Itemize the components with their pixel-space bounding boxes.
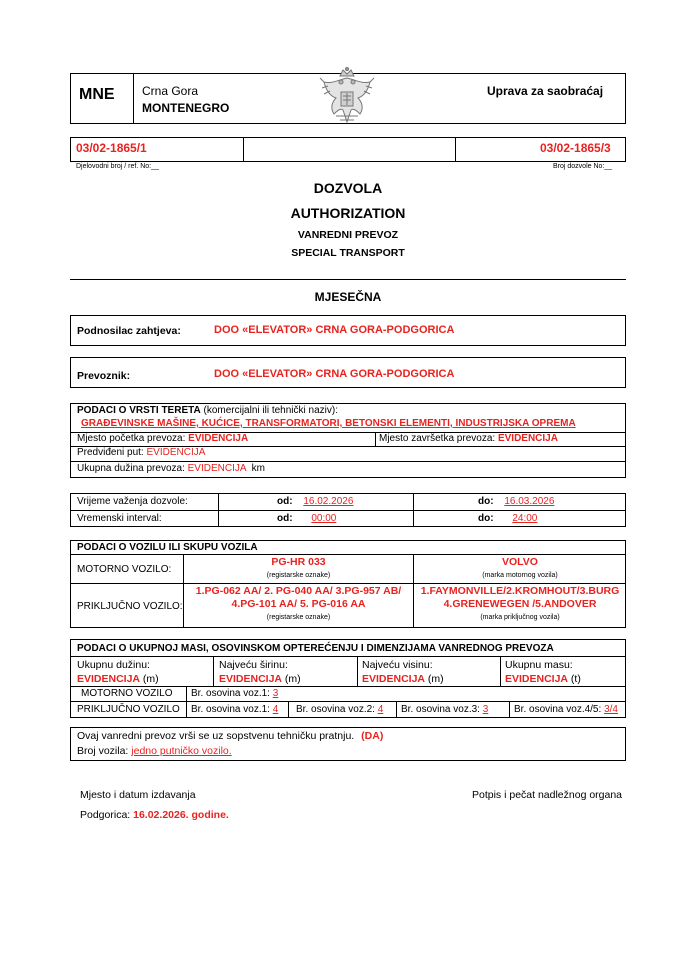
axle-trailer-1 [191,704,278,715]
axle-trailer-45-value: 3/4 [604,704,618,715]
title-special-transport-local: VANREDNI PREVOZ [297,229,399,241]
applicant-value: DOO «ELEVATOR» CRNA GORA-PODGORICA [214,324,455,336]
title-rule [70,279,626,280]
escort-text: Ovaj vanredni prevoz vrši se uz sopstvenu tehničku pratnju. [77,730,355,742]
carrier-label: Prevoznik: [77,370,131,382]
dimensions-rule-3 [70,701,626,702]
trailer-reg-line-1: 1.PG-062 AA/ 2. PG-040 AA/ 3.PG-957 AB/ [195,585,402,597]
motor-vehicle-reg-caption: (registarske oznake) [266,572,331,579]
interval-to [478,513,547,524]
dim-length-unit: (m) [140,673,159,685]
dim-width [219,673,301,685]
motor-vehicle-make: VOLVO [502,556,538,568]
axle-trailer-45-label: Br. osovina voz.4/5: [514,704,602,715]
axle-motor-label: MOTORNO VOZILO [81,688,173,699]
valid-to [478,496,558,507]
end-place-label: Mjesto završetka prevoza: [379,433,496,444]
axle-trailer-3 [401,704,488,715]
axle-trailer-2 [296,704,383,715]
end-place [379,433,558,444]
valid-to-value: 16.03.2026 [504,496,555,507]
validity-label: Vrijeme važenja dozvole: [77,496,188,507]
dim-width-unit: (m) [282,673,301,685]
validity-divider-1 [218,493,219,527]
total-length-unit: km [251,463,265,474]
start-place-value: EVIDENCIJA [188,433,249,444]
escort-line [77,730,383,742]
authority-name: Uprava za saobraćaj [487,84,604,98]
dim-mass-unit: (t) [568,673,581,685]
ref-divider-1 [243,137,244,162]
dimensions-col-2 [357,656,358,686]
title-authorization: AUTHORIZATION [290,205,406,221]
reference-caption: Djelovodni broj / ref. No:__ [76,163,159,170]
dim-width-label: Najveću širinu: [219,659,288,671]
dim-height [362,673,444,685]
valid-to-label: do: [478,496,494,507]
dim-length-label: Ukupnu dužinu: [77,659,150,671]
axle-col-2 [288,701,289,718]
total-length [77,463,265,474]
dim-height-label: Najveću visinu: [362,659,433,671]
vehicle-heading: PODACI O VOZILU ILI SKUPU VOZILA [77,542,258,553]
axle-trailer-45 [514,704,618,715]
trailer-reg-line-2: 4.PG-101 AA/ 5. PG-016 AA [231,598,366,610]
dim-width-value: EVIDENCIJA [219,673,283,685]
signature-label: Potpis i pečat nadležnog organa [472,789,623,801]
vehicle-rule-2 [70,583,626,584]
valid-from-value: 16.02.2026 [303,496,354,507]
trailer-make-line-2: 4.GRENEWEGEN /5.ANDOVER [443,598,597,610]
total-length-value: EVIDENCIJA [187,463,246,474]
validity-row-rule [70,510,626,511]
place-date-label: Mjesto i datum izdavanja [80,789,196,801]
cargo-heading [77,405,338,416]
escort-value: (DA) [361,730,384,742]
interval-label: Vremenski interval: [77,513,162,524]
axle-col-4 [509,701,510,718]
valid-from-label: od: [277,496,293,507]
coat-of-arms-icon [316,66,378,128]
interval-to-label: do: [478,513,494,524]
planned-route-label: Predviđeni put: [77,447,144,458]
validity-divider-2 [413,493,414,527]
cargo-row-rule-3 [70,461,626,462]
dimensions-col-3 [500,656,501,686]
trailer-make-line-1: 1.FAYMONVILLE/2.KROMHOUT/3.BURG [420,585,620,597]
dimensions-heading: PODACI O UKUPNOJ MASI, OSOVINSKOM OPTEREĆENJU I DIMENZIJAMA VANREDNOG PREVOZA [77,643,554,654]
valid-from [277,496,357,507]
axle-trailer-3-label: Br. osovina voz.3: [401,704,480,715]
cargo-heading-title: PODACI O VRSTI TERETA [77,405,201,416]
dim-mass-label: Ukupnu masu: [505,659,573,671]
header-divider [133,73,134,124]
trailer-label: PRIKLJUČNO VOZILO: [77,601,183,612]
dim-height-value: EVIDENCIJA [362,673,426,685]
title-special-transport-en: SPECIAL TRANSPORT [291,247,405,259]
permit-caption: Broj dozvole No:__ [553,163,613,170]
issue-place-date [80,809,229,821]
permit-period: MJESEČNA [314,290,382,304]
escort-count-label: Broj vozila: [77,745,129,757]
trailer-reg-caption: (registarske oznake) [266,614,331,621]
planned-route [77,447,205,458]
motor-vehicle-label: MOTORNO VOZILO: [77,564,172,575]
interval-to-value: 24:00 [512,513,538,524]
cargo-description: GRAĐEVINSKE MAŠINE, KUĆICE, TRANSFORMATORI, BETONSKI ELEMENTI, INDUSTRIJSKA OPREMA [81,418,576,429]
planned-route-value: EVIDENCIJA [146,447,206,458]
carrier-value: DOO «ELEVATOR» CRNA GORA-PODGORICA [214,368,455,380]
axle-trailer-1-label: Br. osovina voz.1: [191,704,270,715]
axle-col-3 [396,701,397,718]
interval-from-value: 00:00 [311,513,337,524]
start-place-label: Mjesto početka prevoza: [77,433,186,444]
country-code: MNE [79,86,115,103]
escort-count-value: jedno putničko vozilo. [131,745,232,757]
dim-length-value: EVIDENCIJA [77,673,141,685]
axle-trailer-2-label: Br. osovina voz.2: [296,704,375,715]
interval-from [277,513,346,524]
axle-trailer-3-value: 3 [482,704,489,715]
start-place [77,433,248,444]
permit-number: 03/02-1865/3 [540,141,611,155]
vehicle-rule-1 [70,554,626,555]
reference-number: 03/02-1865/1 [76,141,147,155]
dim-mass [505,673,581,685]
issue-city: Podgorica: [80,809,131,821]
issue-date: 16.02.2026. godine. [133,809,229,821]
end-place-value: EVIDENCIJA [497,433,558,444]
axle-motor [191,688,278,699]
applicant-label: Podnosilac zahtjeva: [77,325,181,337]
axle-col-1 [186,686,187,718]
ref-divider-2 [455,137,456,162]
cargo-heading-note: (komercijalni ili tehnički naziv): [200,405,338,416]
axle-motor-label-text: Br. osovina voz.1: [191,688,270,699]
dimensions-rule-1 [70,656,626,657]
trailer-make-caption: (marka priključnog vozila) [480,614,560,621]
dim-length [77,673,159,685]
axle-motor-value: 3 [272,688,279,699]
axle-trailer-2-value: 4 [377,704,384,715]
axle-trailer-1-value: 4 [272,704,279,715]
cargo-mid-divider [375,432,376,446]
dimensions-rule-2 [70,686,626,687]
axle-trailer-label: PRIKLJUČNO VOZILO [77,704,180,715]
motor-vehicle-reg: PG-HR 033 [271,556,326,568]
dim-mass-value: EVIDENCIJA [505,673,569,685]
escort-count [77,745,232,757]
dim-height-unit: (m) [425,673,444,685]
motor-vehicle-make-caption: (marka motornog vozila) [482,572,558,579]
country-name-local: Crna Gora [142,84,199,98]
total-length-label: Ukupna dužina prevoza: [77,463,185,474]
dimensions-col-1 [213,656,214,686]
country-name-en: MONTENEGRO [142,101,230,115]
title-dozvola: DOZVOLA [313,180,383,196]
interval-from-label: od: [277,513,293,524]
